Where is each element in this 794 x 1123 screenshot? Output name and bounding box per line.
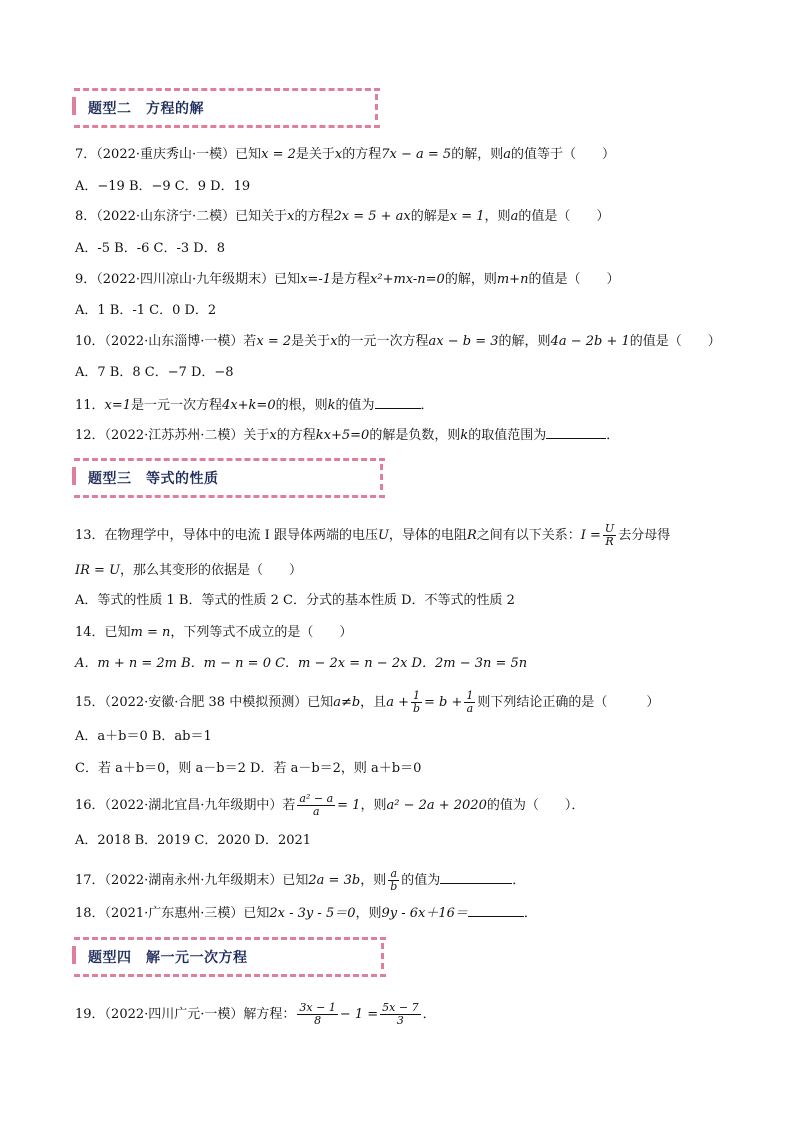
text: 12．（2022·江苏苏州·二模）关于 [75, 428, 270, 443]
denominator: a [466, 702, 474, 715]
text: 8．（2022·山东济宁·二模）已知关于 [75, 209, 288, 224]
math: kx+5=0 [315, 428, 370, 443]
text: 是关于 [291, 334, 331, 349]
math: 2a = 3b [308, 873, 361, 888]
math: a² − 2a + 2020 [386, 798, 487, 813]
text: ，且 [360, 695, 387, 710]
math: 2x = 5 + ax [333, 209, 411, 224]
section-marker [381, 943, 388, 969]
text: ． [512, 873, 526, 888]
math: x = 2 [256, 334, 292, 349]
text: 的值是（ ） [518, 209, 610, 224]
numerator: a² − a [299, 792, 334, 805]
options-15b: C．若 a＋b＝0，则 a－b＝2 D．若 a－b＝2，则 a＋b＝0 [75, 761, 422, 776]
options-7: A．−19 B．−9 C．9 D．19 [75, 179, 251, 194]
math: IR = U [75, 563, 121, 578]
question-13 [75, 523, 670, 548]
section-marker [72, 946, 76, 964]
text: 7．（2022·重庆秀山·一模）已知 [75, 147, 262, 162]
question-8 [75, 208, 609, 226]
text: 是一元一次方程 [131, 398, 223, 413]
math: = b + [424, 695, 463, 710]
math: R [466, 528, 477, 543]
question-11 [75, 396, 434, 415]
section-marker [375, 94, 382, 120]
text: 的值是（ ） [528, 272, 620, 287]
text: 的方程 [342, 147, 382, 162]
denominator: 3 [396, 1014, 404, 1027]
fraction [411, 690, 422, 715]
answer-blank[interactable] [440, 871, 512, 884]
math: x = 1 [449, 209, 485, 224]
question-16 [75, 793, 584, 818]
text: 15．（2022·安徽·合肥 38 中模拟预测）已知 [75, 695, 334, 710]
math: 4a − 2b + 1 [550, 334, 630, 349]
fraction [297, 793, 335, 818]
math: a + [386, 695, 409, 710]
math: k [460, 428, 469, 443]
section-marker [72, 97, 76, 115]
denominator: a [313, 805, 320, 818]
text: 17．（2022·湖南永州·九年级期末）已知 [75, 873, 309, 888]
text: 是方程 [331, 272, 371, 287]
math: = 1 [337, 798, 361, 813]
options-15a: A．a＋b＝0 B．ab＝1 [75, 729, 212, 744]
math: − 1 = [339, 1007, 379, 1022]
options-10: A．7 B．8 C．−7 D．−8 [75, 365, 234, 380]
math: x [269, 428, 277, 443]
question-9 [75, 271, 619, 289]
text: ，则 [360, 798, 387, 813]
text: 的值为（ ）． [486, 798, 585, 813]
math: a≠b [333, 695, 361, 710]
answer-blank[interactable] [468, 904, 524, 917]
math: x = 2 [261, 147, 296, 162]
section-header-3 [74, 458, 385, 498]
fraction [297, 1002, 337, 1027]
text: ，则 [360, 873, 387, 888]
question-15 [75, 690, 659, 715]
math: 9y - 6x＋16＝ [381, 906, 468, 921]
denominator: R [605, 535, 614, 548]
text: ，则 [355, 906, 382, 921]
options-16: A．2018 B．2019 C．2020 D．2021 [75, 833, 312, 848]
answer-blank[interactable] [546, 426, 606, 439]
text: ． [420, 398, 434, 413]
text: 19．（2022·四川广元·一模）解方程： [75, 1007, 296, 1022]
fraction [380, 1002, 420, 1027]
text: 的值为 [335, 398, 375, 413]
section-title: 题型二 方程的解 [88, 101, 204, 117]
text: 14．已知 [75, 625, 131, 640]
text: 是关于 [295, 147, 335, 162]
math: a [503, 147, 511, 162]
section-header-2 [74, 88, 380, 128]
text: 18．（2021·广东惠州·三模）已知 [75, 906, 270, 921]
options-9: A．1 B．-1 C．0 D．2 [75, 303, 217, 318]
numerator: 1 [466, 689, 474, 702]
math: x [330, 334, 338, 349]
text: 则下列结论正确的是（ ） [477, 695, 660, 710]
denominator: b [412, 702, 421, 715]
section-title: 题型三 等式的性质 [88, 471, 219, 487]
text: 的值为 [401, 873, 441, 888]
options-14: A．m + n = 2m B．m − n = 0 C．m − 2x = n − 2x D．2m − 3n = 5n [75, 656, 528, 671]
text: 的解，则 [444, 272, 497, 287]
text: 16．（2022·湖北宜昌·九年级期中）若 [75, 798, 296, 813]
math: a [510, 209, 519, 224]
numerator: 5x − 7 [382, 1001, 419, 1014]
fraction [603, 523, 616, 548]
math: x [287, 209, 295, 224]
text: 13．在物理学中，导体中的电流 I 跟导体两端的电压 [75, 528, 378, 543]
math: 4x+k=0 [222, 398, 276, 413]
math: x [334, 147, 343, 162]
fraction [464, 690, 475, 715]
numerator: 3x − 1 [299, 1001, 336, 1014]
math: 7x − a = 5 [381, 147, 452, 162]
numerator: a [388, 868, 399, 881]
text: 去分母得 [618, 528, 671, 543]
answer-blank[interactable] [375, 396, 421, 409]
fraction [388, 868, 399, 893]
math: x=-1 [300, 272, 332, 287]
text: ，下列等式不成立的是（ ） [170, 625, 353, 640]
text: 的根，则 [275, 398, 328, 413]
question-7 [75, 146, 615, 164]
math: I = [580, 528, 601, 543]
section-marker [380, 464, 387, 490]
text: 之间有以下关系： [476, 528, 581, 543]
text: 的解是负数，则 [369, 428, 461, 443]
math: x=1 [104, 398, 132, 413]
text: 9．（2022·四川凉山·九年级期末）已知 [75, 272, 301, 287]
math: 2x - 3y - 5＝0 [269, 906, 356, 921]
question-17 [75, 868, 525, 893]
options-8: A．-5 B．-6 C．-3 D．8 [75, 241, 225, 256]
math: m+n [496, 272, 529, 287]
question-18 [75, 904, 537, 923]
text: 的解是 [410, 209, 450, 224]
text: 的方程 [294, 209, 334, 224]
text: 的解，则 [498, 334, 551, 349]
math: ax − b = 3 [428, 334, 499, 349]
question-13-cont [75, 562, 302, 580]
text: 的取值范围为 [468, 428, 547, 443]
math: U [377, 528, 389, 543]
numerator: U [604, 522, 615, 535]
text: 的值是（ ） [629, 334, 721, 349]
question-19 [75, 1002, 436, 1027]
math: x²+mx-n=0 [370, 272, 445, 287]
text: ． [422, 1007, 436, 1022]
text: ． [523, 906, 537, 921]
question-14 [75, 624, 352, 642]
question-10 [75, 333, 721, 351]
text: 的一元一次方程 [337, 334, 429, 349]
question-12 [75, 426, 619, 445]
text: 的方程 [276, 428, 316, 443]
text: ，则 [484, 209, 511, 224]
math: k [327, 398, 336, 413]
denominator: b [390, 880, 398, 893]
text: 10．（2022·山东淄博·一模）若 [75, 334, 257, 349]
numerator: 1 [411, 690, 422, 703]
text: ． [606, 428, 620, 443]
section-marker [72, 467, 76, 485]
text: ，导体的电阻 [388, 528, 467, 543]
section-title: 题型四 解一元一次方程 [88, 950, 248, 966]
text: 的解，则 [451, 147, 504, 162]
text: 11． [75, 398, 105, 413]
text: ，那么其变形的依据是（ ） [120, 563, 303, 578]
options-13: A．等式的性质 1 B．等式的性质 2 C．分式的基本性质 D．不等式的性质 2 [75, 593, 515, 608]
section-header-4 [74, 937, 386, 977]
math: m = n [130, 625, 171, 640]
denominator: 8 [314, 1014, 322, 1027]
text: 的值等于（ ） [511, 147, 616, 162]
